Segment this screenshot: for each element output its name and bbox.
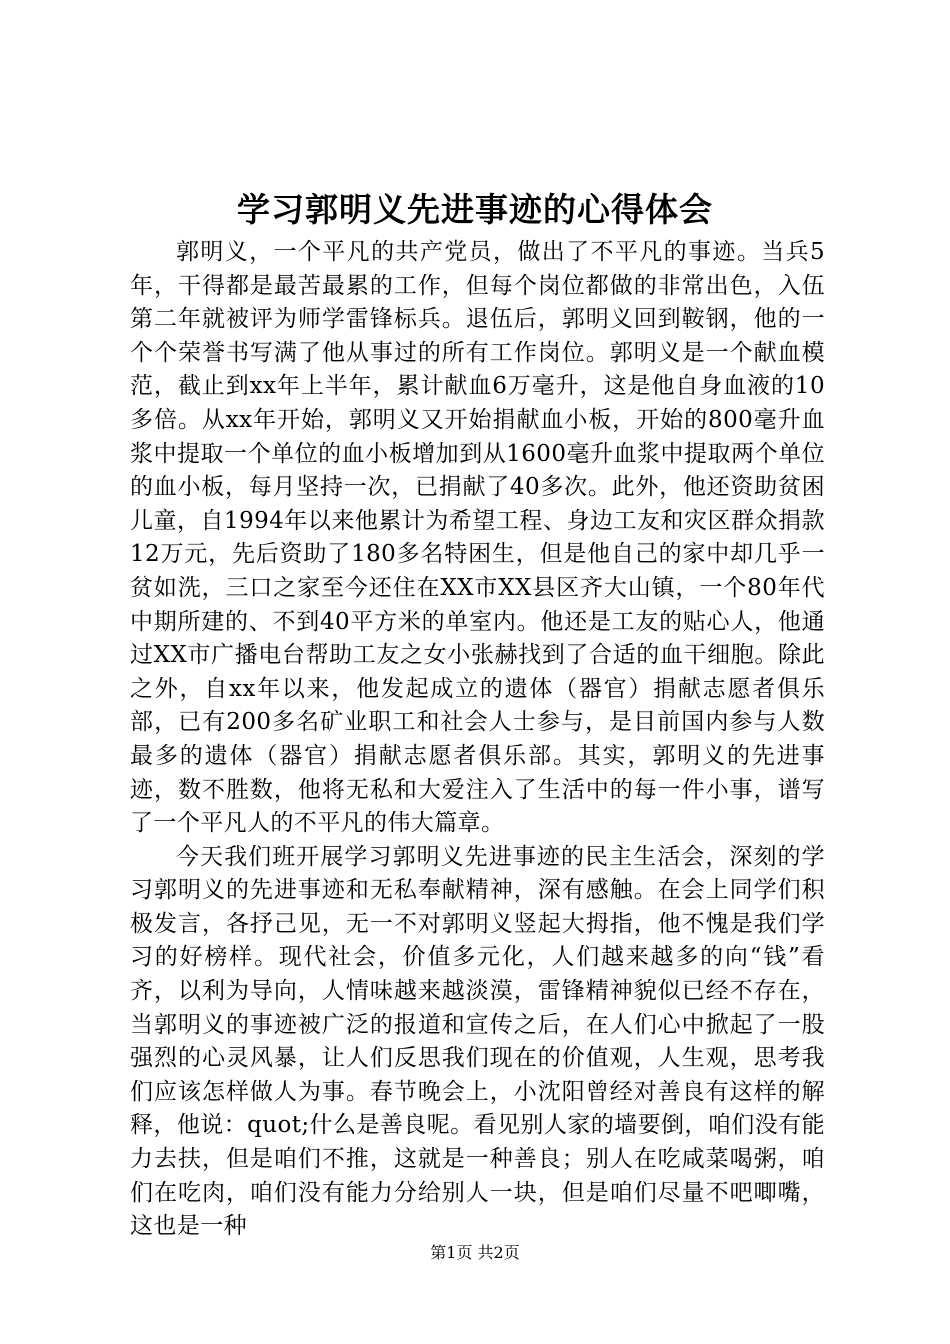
document-body [130, 236, 825, 1244]
page-number: 第1页 共2页 [430, 1243, 520, 1262]
paragraph: 今天我们班开展学习郭明义先进事迹的民主生活会，深刻的学习郭明义的先进事迹和无私奉献精神，深有感触。在会上同学们积极发言，各抒己见，无一不对郭明义竖起大拇指，他不愧是我们学习的好榜样。现代社会，价值多元化，人们越来越多的向“钱”看齐，以利为导向，人情味越来越淡漠，雷锋精神貌似已经不存在，当郭明义的事迹被广泛的报道和宣传之后，在人们心中掀起了一股强烈的心灵风暴，让人们反思我们现在的价值观，人生观，思考我们应该怎样做人为事。春节晚会上，小沈阳曾经对善良有这样的解释，他说：quot;什么是善良呢。看见别人家的墙要倒，咱们没有能力去扶，但是咱们不推，这就是一种善良；别人在吃咸菜喝粥，咱们在吃肉，咱们没有能力分给别人一块，但是咱们尽量不吧唧嘴，这也是一种 [130, 843, 825, 1240]
document-title: 学习郭明义先进事迹的心得体会 [237, 190, 713, 229]
paragraph: 郭明义，一个平凡的共产党员，做出了不平凡的事迹。当兵5年，干得都是最苦最累的工作，但每个岗位都做的非常出色，入伍第二年就被评为师学雷锋标兵。退伍后，郭明义回到鞍钢，他的一个个荣誉书写满了他从事过的所有工作岗位。郭明义是一个献血模范，截止到xx年上半年，累计献血6万毫升，这是他自身血液的10多倍。从xx年开始，郭明义又开始捐献血小板，开始的800毫升血浆中提取一个单位的血小板增加到从1600毫升血浆中提取两个单位的血小板，每月坚持一次，已捐献了40多次。此外，他还资助贫困儿童，自1994年以来他累计为希望工程、身边工友和灾区群众捐款12万元，先后资助了180多名特困生，但是他自己的家中却几乎一贫如洗，三口之家至今还住在XX市XX县区齐大山镇，一个80年代中期所建的、不到40平方米的单室内。他还是工友的贴心人，他通过XX市广播电台帮助工友之女小张赫找到了合适的血干细胞。除此之外，自xx年以来，他发起成立的遗体（器官）捐献志愿者俱乐部，已有200多名矿业职工和社会人士参与，是目前国内参与人数最多的遗体（器官）捐献志愿者俱乐部。其实，郭明义的先进事迹，数不胜数，他将无私和大爱注入了生活中的每一件小事，谱写了一个平凡人的不平凡的伟大篇章。 [130, 239, 825, 837]
